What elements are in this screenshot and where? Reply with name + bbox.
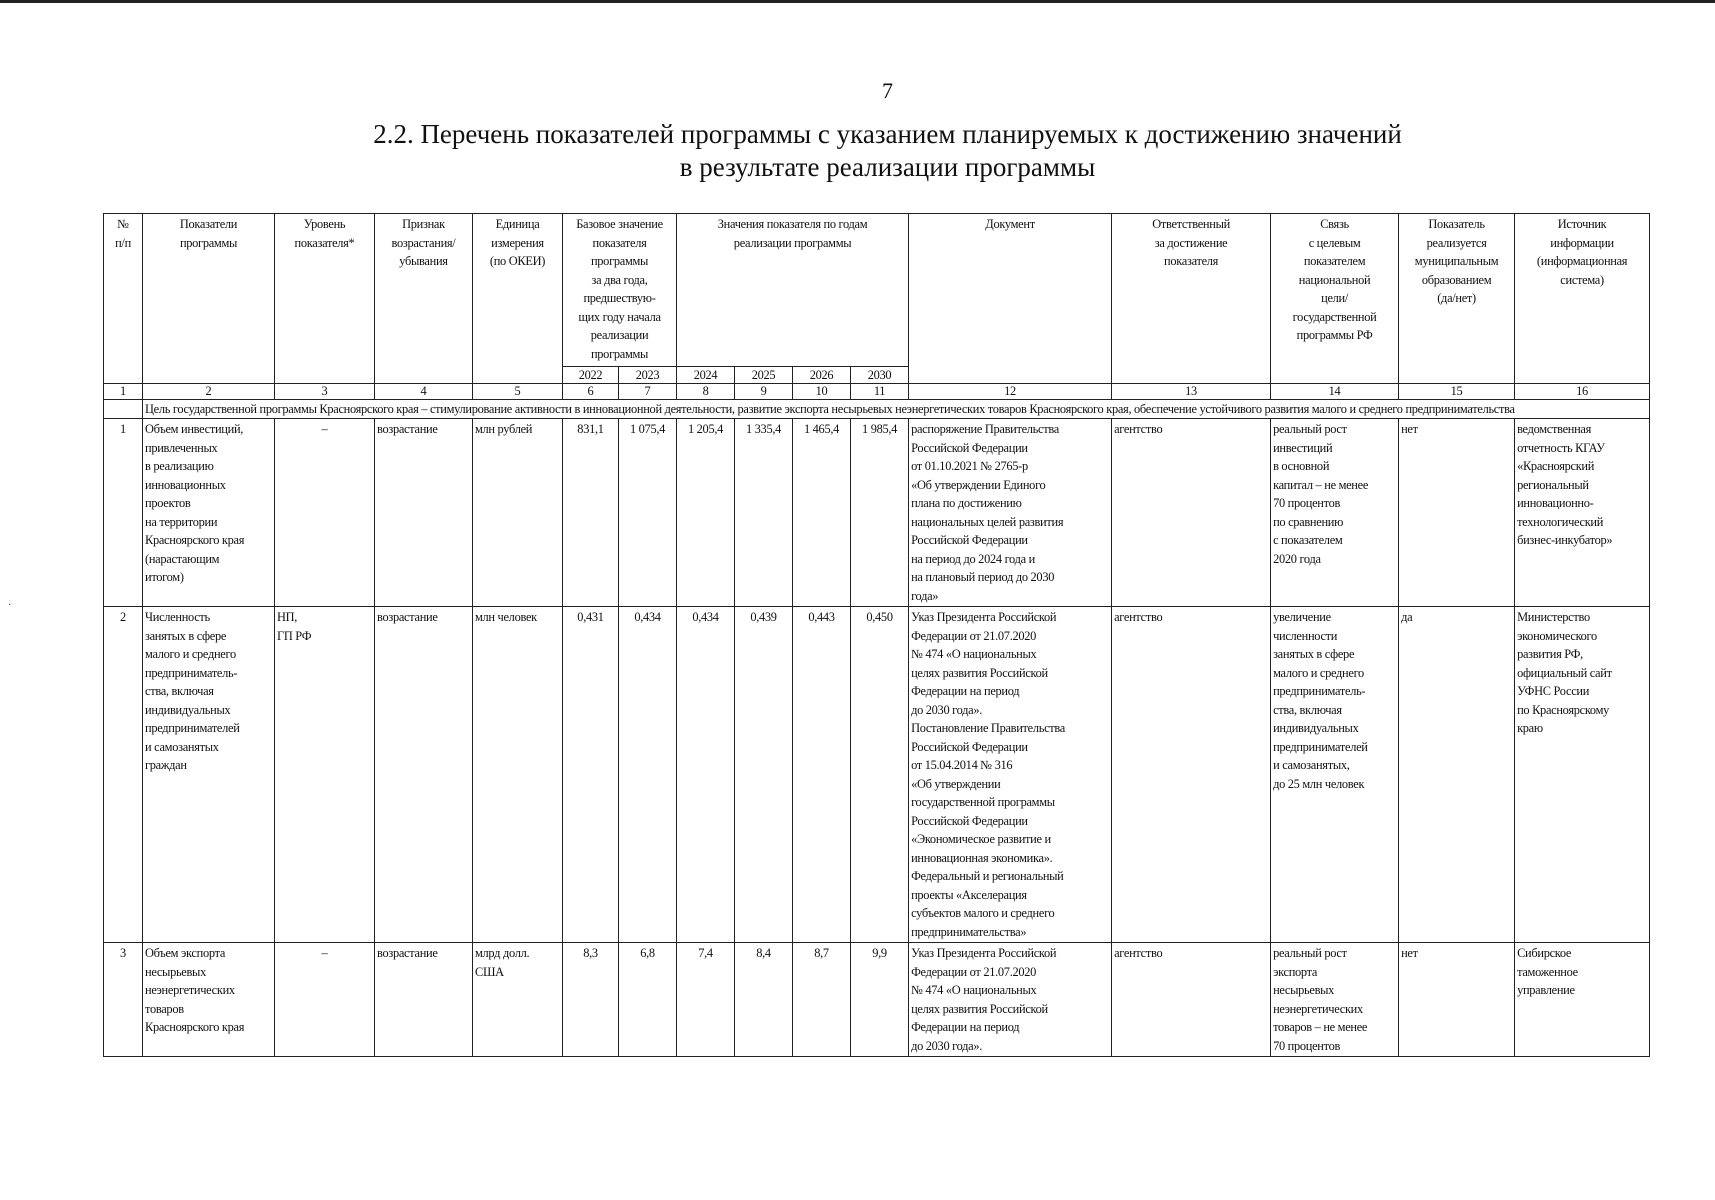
row-number: 1	[104, 419, 143, 607]
indicator-name: Объем экспорта несырьевых неэнергетических товаров Красноярского края	[143, 943, 275, 1057]
unit: млн рублей	[473, 419, 563, 607]
value-2022: 0,431	[563, 607, 619, 943]
title-line-2: в результате реализации программы	[679, 152, 1096, 182]
value-2030: 1 985,4	[851, 419, 909, 607]
value-2023: 1 075,4	[619, 419, 677, 607]
column-numbers-row	[104, 384, 1650, 400]
goal-row	[104, 400, 1650, 419]
program-goal: Цель государственной программы Красноярского края – стимулирование активности в инновационной деятельности, развитие экспорта несырьевых неэнергетических товаров Красноярского края, обеспечение устойчивого развития малого и среднего предпринимательства	[143, 400, 1650, 419]
header-source: Источник информации (информационная система)	[1515, 214, 1650, 384]
header-year: 2024	[677, 367, 735, 384]
header-municipal: Показатель реализуется муниципальным образованием (да/нет)	[1399, 214, 1515, 384]
column-number: 6	[563, 384, 619, 400]
header-level: Уровень показателя*	[275, 214, 375, 384]
column-number: 2	[143, 384, 275, 400]
indicator-level: НП, ГП РФ	[275, 607, 375, 943]
header-national-link: Связь с целевым показателем национальной цели/ государственной программы РФ	[1271, 214, 1399, 384]
trend-sign: возрастание	[375, 607, 473, 943]
value-2025: 1 335,4	[735, 419, 793, 607]
info-source: ведомственная отчетность КГАУ «Красноярский региональный инновационно- технологический бизнес-инкубатор»	[1515, 419, 1650, 607]
value-2025: 8,4	[735, 943, 793, 1057]
value-2023: 0,434	[619, 607, 677, 943]
scan-artifact: ·	[8, 600, 12, 611]
header-year: 2023	[619, 367, 677, 384]
trend-sign: возрастание	[375, 419, 473, 607]
header-base-value: Базовое значение показателя программы за два года, предшествую- щих году начала реализации программы	[563, 214, 677, 367]
national-link: реальный рост инвестиций в основной капитал – не менее 70 процентов по сравнению с показателем 2020 года	[1271, 419, 1399, 607]
municipal-flag: нет	[1399, 419, 1515, 607]
header-year: 2022	[563, 367, 619, 384]
column-number: 16	[1515, 384, 1650, 400]
trend-sign: возрастание	[375, 943, 473, 1057]
responsible: агентство	[1112, 607, 1271, 943]
table-row	[104, 419, 1650, 607]
info-source: Министерство экономического развития РФ, официальный сайт УФНС России по Красноярскому краю	[1515, 607, 1650, 943]
column-number: 11	[851, 384, 909, 400]
indicator-level: –	[275, 419, 375, 607]
column-number: 5	[473, 384, 563, 400]
value-2024: 0,434	[677, 607, 735, 943]
column-number: 7	[619, 384, 677, 400]
column-number: 9	[735, 384, 793, 400]
scan-border	[0, 0, 1715, 3]
column-number: 8	[677, 384, 735, 400]
header-trend: Признак возрастания/ убывания	[375, 214, 473, 384]
value-2026: 1 465,4	[793, 419, 851, 607]
header-year: 2030	[851, 367, 909, 384]
row-number: 2	[104, 607, 143, 943]
municipal-flag: нет	[1399, 943, 1515, 1057]
value-2025: 0,439	[735, 607, 793, 943]
responsible: агентство	[1112, 419, 1271, 607]
page-number: 7	[882, 78, 893, 103]
indicators-table	[103, 213, 1650, 1057]
value-2023: 6,8	[619, 943, 677, 1057]
header-num: № п/п	[104, 214, 143, 384]
value-2026: 8,7	[793, 943, 851, 1057]
column-number: 15	[1399, 384, 1515, 400]
column-number: 14	[1271, 384, 1399, 400]
header-yearly-values: Значения показателя по годам реализации программы	[677, 214, 909, 367]
page-title	[0, 118, 1715, 184]
indicator-name: Численность занятых в сфере малого и среднего предприниматель- ства, включая индивидуальных предпринимателей и самозанятых граждан	[143, 607, 275, 943]
value-2024: 7,4	[677, 943, 735, 1057]
national-link: увеличение численности занятых в сфере малого и среднего предприниматель- ства, включая индивидуальных предпринимателей и самозанятых, до 25 млн человек	[1271, 607, 1399, 943]
indicator-level: –	[275, 943, 375, 1057]
value-2030: 9,9	[851, 943, 909, 1057]
value-2022: 831,1	[563, 419, 619, 607]
column-number: 12	[909, 384, 1112, 400]
table-row	[104, 607, 1650, 943]
header-document: Документ	[909, 214, 1112, 384]
responsible: агентство	[1112, 943, 1271, 1057]
table-row	[104, 943, 1650, 1057]
national-link: реальный рост экспорта несырьевых неэнергетических товаров – не менее 70 процентов	[1271, 943, 1399, 1057]
value-2024: 1 205,4	[677, 419, 735, 607]
column-number: 1	[104, 384, 143, 400]
document: распоряжение Правительства Российской Федерации от 01.10.2021 № 2765-р «Об утверждении Единого плана по достижению национальных целей развития Российской Федерации на период до 2024 года и на плановый период до 2030 года»	[909, 419, 1112, 607]
column-number: 3	[275, 384, 375, 400]
header-responsible: Ответственный за достижение показателя	[1112, 214, 1271, 384]
info-source: Сибирское таможенное управление	[1515, 943, 1650, 1057]
municipal-flag: да	[1399, 607, 1515, 943]
column-number: 10	[793, 384, 851, 400]
header-year: 2026	[793, 367, 851, 384]
document: Указ Президента Российской Федерации от 21.07.2020 № 474 «О национальных целях развития Российской Федерации на период до 2030 года». Постановление Правительства Российской Федерации от 15.04.2014 № 316 «Об утверждении государственной программы Российской Федерации «Экономическое развитие и инновационная экономика». Федеральный и региональный проекты «Акселерация субъектов малого и среднего предпринимательства»	[909, 607, 1112, 943]
header-indicators: Показатели программы	[143, 214, 275, 384]
column-number: 4	[375, 384, 473, 400]
unit: млрд долл. США	[473, 943, 563, 1057]
value-2030: 0,450	[851, 607, 909, 943]
unit: млн человек	[473, 607, 563, 943]
row-number: 3	[104, 943, 143, 1057]
column-number: 13	[1112, 384, 1271, 400]
value-2026: 0,443	[793, 607, 851, 943]
title-line-1: 2.2. Перечень показателей программы с указанием планируемых к достижению значений	[373, 119, 1402, 149]
value-2022: 8,3	[563, 943, 619, 1057]
header-unit: Единица измерения (по ОКЕИ)	[473, 214, 563, 384]
indicator-name: Объем инвестиций, привлеченных в реализацию инновационных проектов на территории Красноярского края (нарастающим итогом)	[143, 419, 275, 607]
header-year: 2025	[735, 367, 793, 384]
document: Указ Президента Российской Федерации от 21.07.2020 № 474 «О национальных целях развития Российской Федерации на период до 2030 года».	[909, 943, 1112, 1057]
